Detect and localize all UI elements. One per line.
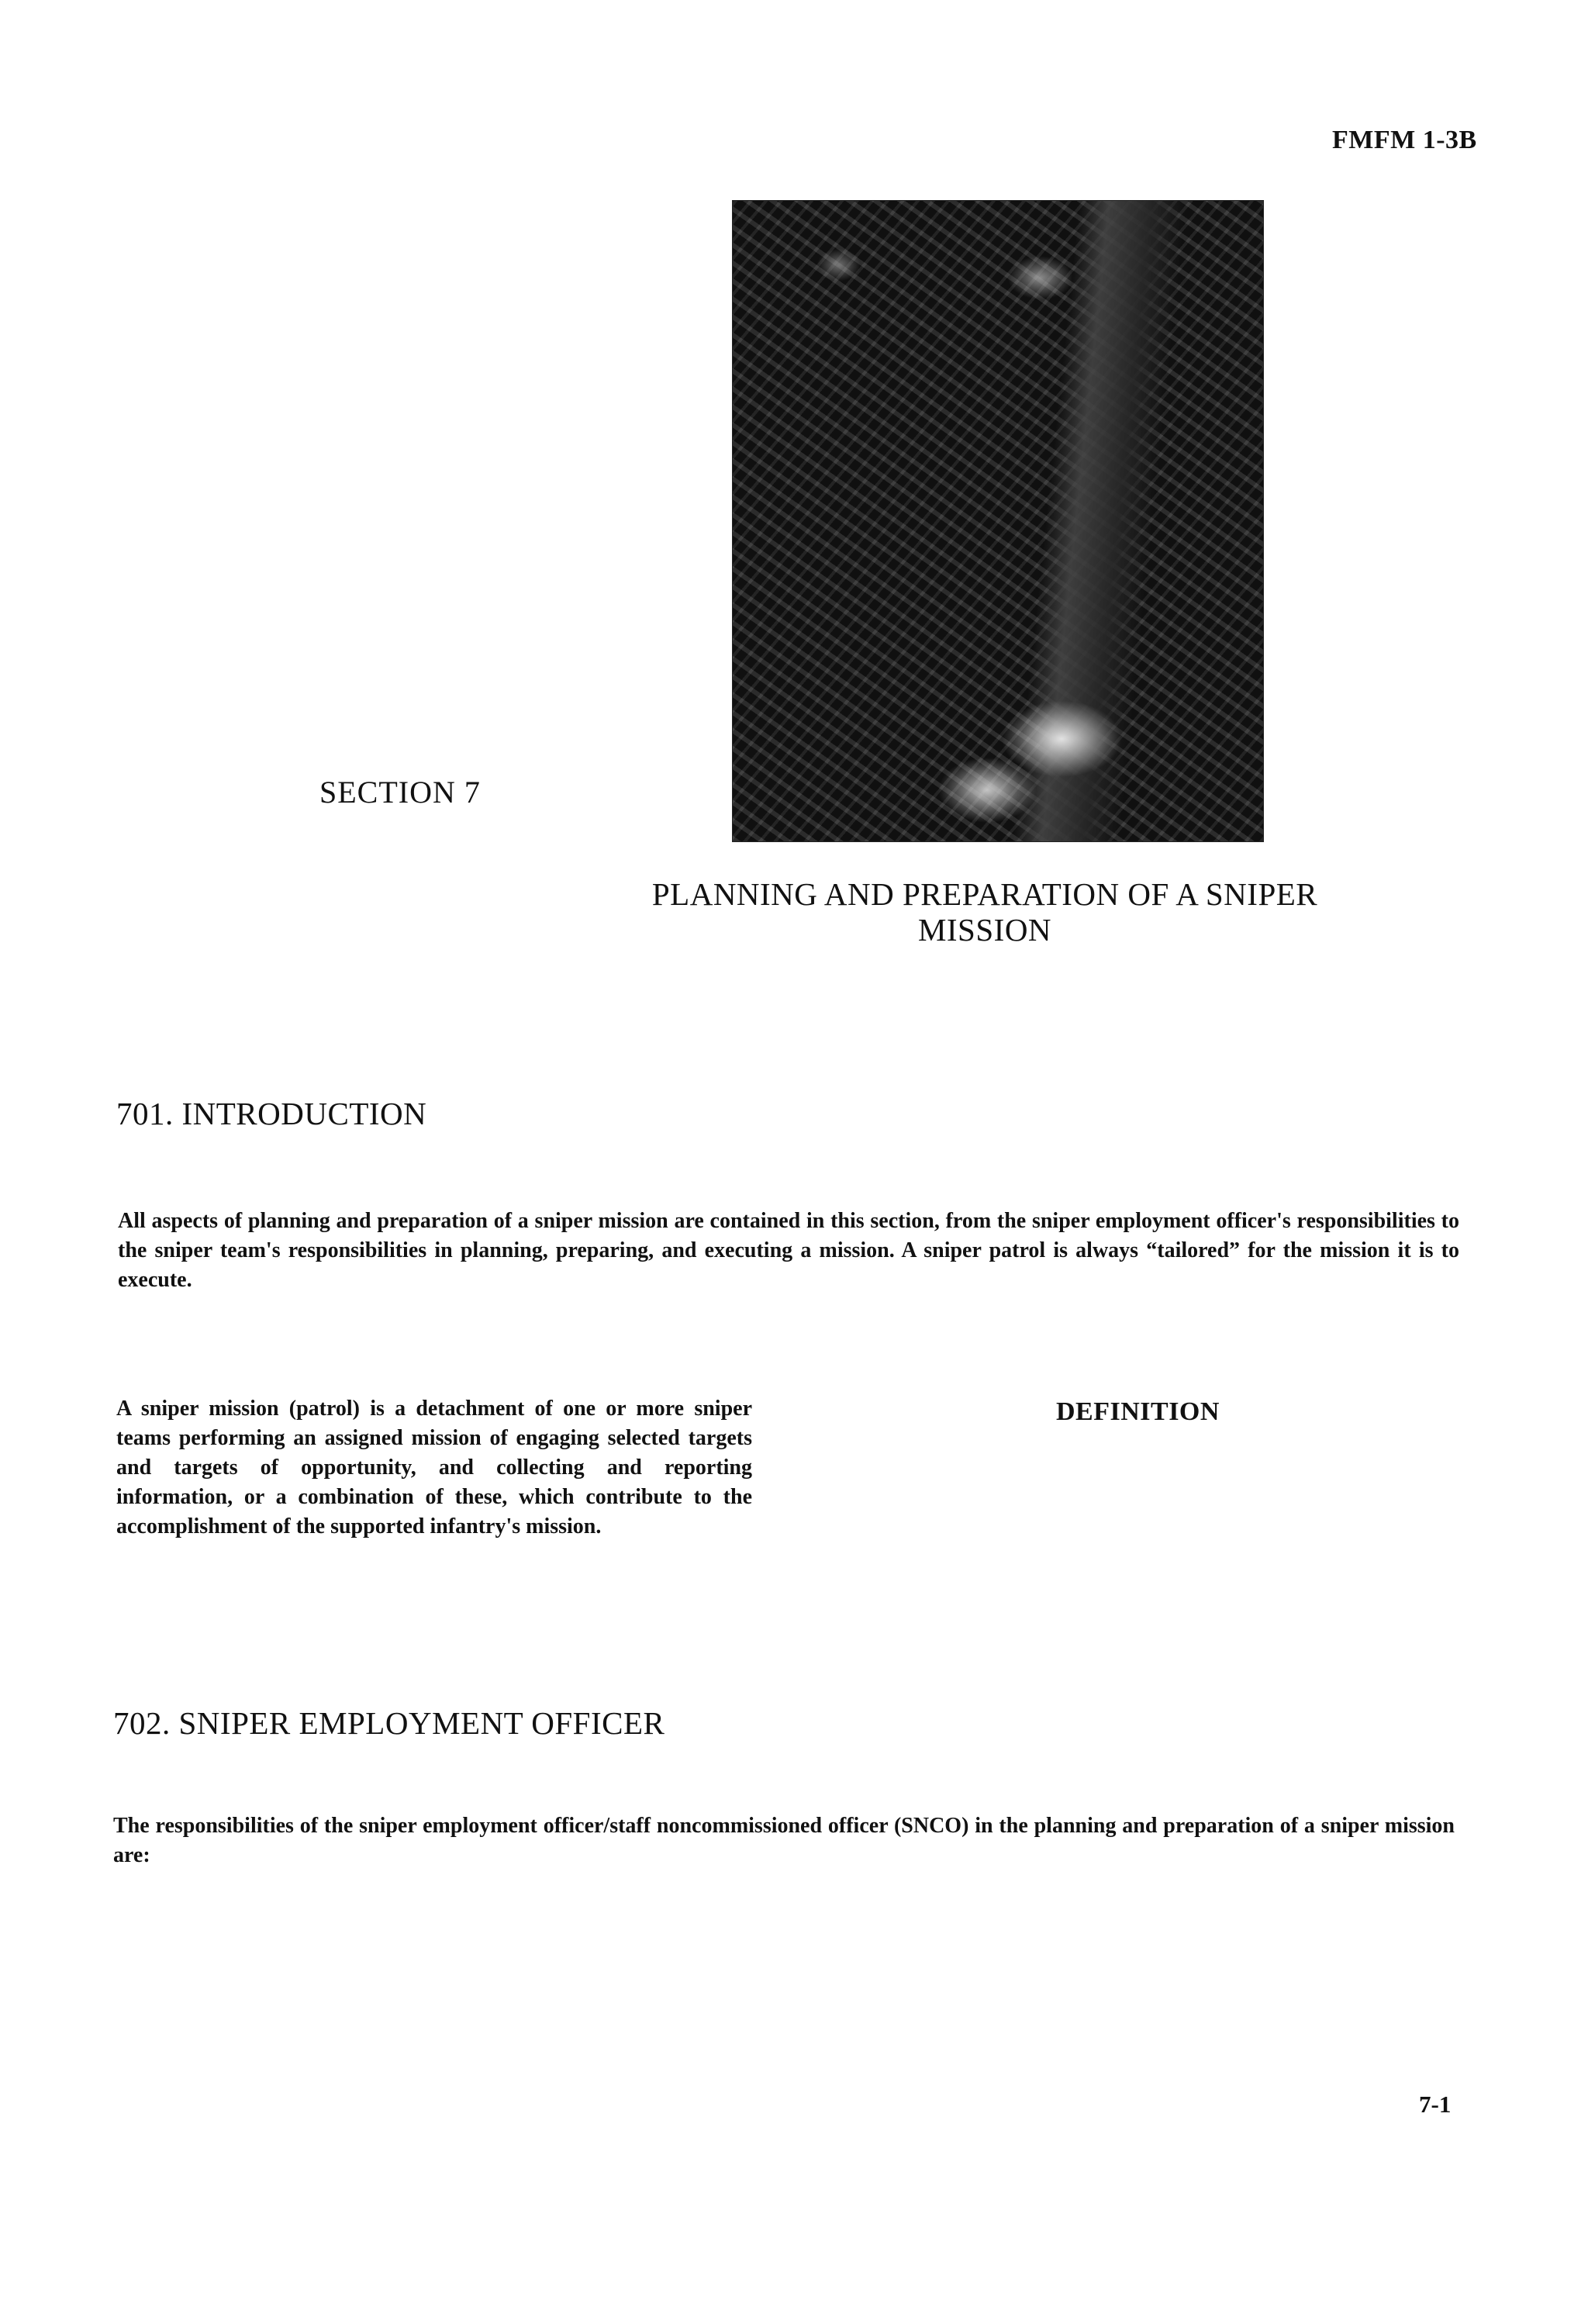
photo-jungle-foliage-image <box>732 200 1264 842</box>
section-title: PLANNING AND PREPARATION OF A SNIPER MISSION <box>651 876 1318 948</box>
introduction-paragraph: All aspects of planning and preparation of a sniper mission are contained in this section, from the sniper employment officer's responsibilities to the sniper team's responsibilities in planning, preparing, and executing a mission. A sniper patrol is always “tailored” for the mission it is to execute. <box>118 1209 1459 1292</box>
definition-margin-label: DEFINITION <box>1056 1397 1220 1426</box>
heading-sniper-employment-officer: 702. SNIPER EMPLOYMENT OFFICER <box>113 1705 665 1741</box>
responsibilities-paragraph: The responsibilities of the sniper employment officer/staff noncommissioned officer (SNCO) in the planning and preparation of a sniper mission are: <box>113 1814 1455 1867</box>
section-label: SECTION 7 <box>319 775 481 810</box>
heading-introduction: 701. INTRODUCTION <box>116 1096 427 1131</box>
definition-paragraph: A sniper mission (patrol) is a detachment of one or more sniper teams performing an assigned mission of engaging selected targets and targets of opportunity, and collecting and reporting information, or a combination of these, which contribute to the accomplishment of the supported infantry's mission. <box>116 1397 752 1538</box>
page-number: 7-1 <box>1419 2091 1452 2118</box>
document-id: FMFM 1-3B <box>1332 126 1477 154</box>
